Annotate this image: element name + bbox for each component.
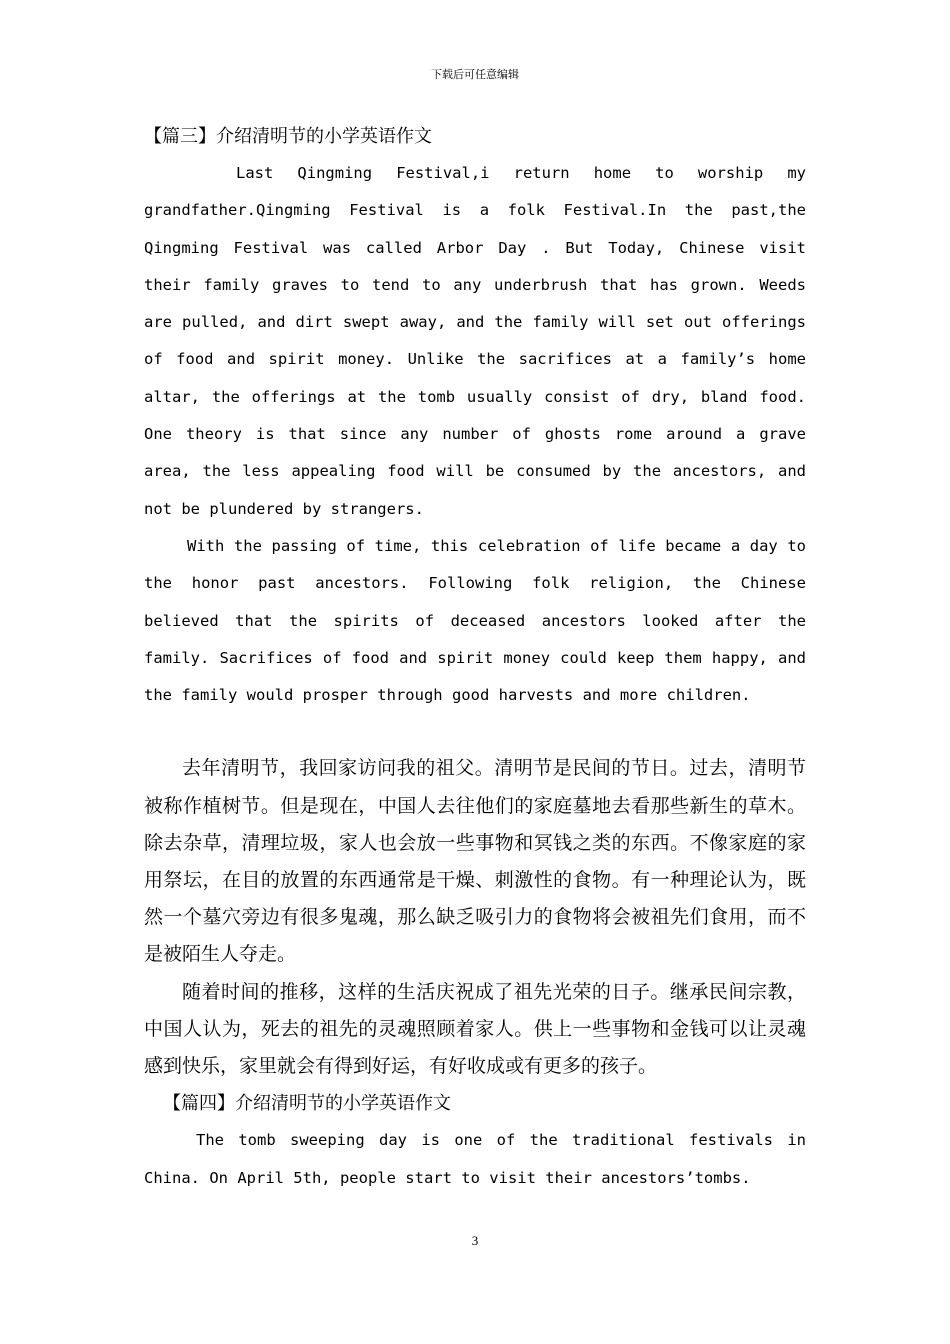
page-number: 3 <box>471 1233 479 1248</box>
section-three-title: 【篇三】介绍清明节的小学英语作文 <box>144 126 432 147</box>
document-body <box>144 118 806 1197</box>
page-header-note: 下载后可任意编辑 <box>431 68 519 81</box>
section-three-chinese-paragraph-2: 随着时间的推移，这样的生活庆祝成了祖先光荣的日子。继承民间宗教，中国人认为，死去的祖先的灵魂照顾着家人。供上一些事物和金钱可以让灵魂感到快乐，家里就会有得到好运，有好收成或有更多的孩子。 <box>144 980 806 1078</box>
section-four-title: 【篇四】介绍清明节的小学英语作文 <box>163 1093 451 1115</box>
section-four-english-paragraph-1: The tomb sweeping day is one of the traditional festivals in China. On April 5th, people start to visit their ancestors’tombs. <box>144 1131 806 1187</box>
section-three-chinese-paragraph-1: 去年清明节，我回家访问我的祖父。清明节是民间的节日。过去，清明节被称作植树节。但是现在，中国人去往他们的家庭墓地去看那些新生的草木。除去杂草，清理垃圾，家人也会放一些事物和冥钱之类的东西。不像家庭的家用祭坛，在目的放置的东西通常是干燥、刺激性的食物。有一种理论认为，既然一个墓穴旁边有很多鬼魂，那么缺乏吸引力的食物将会被祖先们食用，而不是被陌生人夺走。 <box>144 757 806 966</box>
section-three-english-paragraph-2: With the passing of time, this celebration of life became a day to the honor past ancestors. Following folk religion, the Chinese believed that the spirits of deceased ancestors looked after the family. Sacrifices of food and spirit money could keep them happy, and the family would prosper through good harvests and more children. <box>144 536 806 705</box>
section-three-english-paragraph-1: Last Qingming Festival,i return home to worship my grandfather.Qingming Festival is a folk Festival.In the past,the Qingming Festival was called Arbor Day . But Today, Chinese visit their family graves to tend to any underbrush that has grown. Weeds are pulled, and dirt swept away, and the family will set out offerings of food and spirit money. Unlike the sacrifices at a family’s home altar, the offerings at the tomb usually consist of dry, bland food. One theory is that since any number of ghosts rome around a grave area, the less appealing food will be consumed by the ancestors, and not be plundered by strangers. <box>144 164 806 518</box>
paragraph-gap <box>144 714 806 750</box>
